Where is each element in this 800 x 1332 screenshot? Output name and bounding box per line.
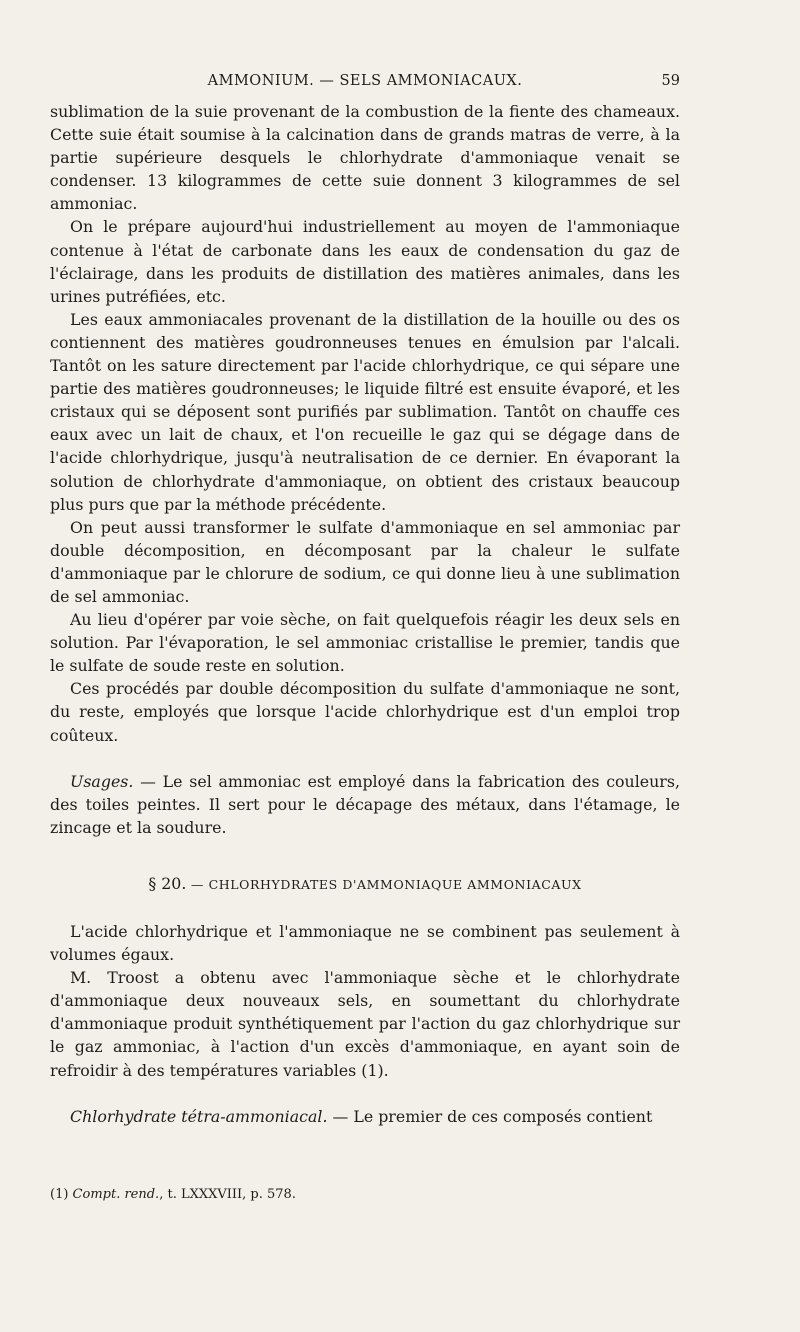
paragraph-ammonia-waters: Les eaux ammoniacales provenant de la distillation de la houille ou des os contiennent des matières goudronneuses tenues en émulsion par l'alcali. Tantôt on les sature directement par l'acide chlorhydrique, ce qui sépare une partie des matières goudronneuses; le liquide filtré est ensuite évaporé, et les cristaux qui se déposent sont purifiés par sublimation. Tantôt on chauffe ces eaux avec un lait de chaux, et l'on recueille le gaz qui se dégage dans de l'acide chlorhydrique, jusqu'à neutralisation de ce dernier. En évaporant la solution de chlorhydrate d'ammoniaque, on obtient des cristaux beaucoup plus purs que par la méthode précédente. — [50, 309, 680, 514]
footnote-marker: (1) — [50, 1187, 73, 1202]
paragraph-sublimation: sublimation de la suie provenant de la combustion de la fiente des chameaux. Cette suie était soumise à la calcination dans de grands matras de verre, à la partie supérieure desquels le chlorhydrate d'ammoniaque venait se condenser. 13 kilogrammes de cette suie donnent 3 kilogrammes de sel ammoniac. — [50, 102, 680, 214]
paragraph-volumes: L'acide chlorhydrique et l'ammoniaque ne se combinent pas seulement à volumes égaux. — [50, 922, 680, 965]
section-heading — [50, 872, 680, 896]
page-number: 59 — [661, 73, 680, 89]
paragraph-usages — [50, 770, 680, 839]
tetra-label: Chlorhydrate tétra-ammoniacal. — [70, 1106, 328, 1126]
footnote-reference: , t. LXXXVIII, p. 578. — [159, 1187, 296, 1202]
paragraph-troost: M. Troost a obtenu avec l'ammoniaque sèche et le chlorhydrate d'ammoniaque deux nouveaux sels, en soumettant du chlorhydrate d'ammoniaque produit synthétiquement par l'action du gaz chlorhydrique sur le gaz ammoniac, à l'action d'un excès d'ammoniaque, en ayant soin de refroidir à des températures variables (1). — [50, 968, 680, 1080]
page-body — [50, 100, 680, 1128]
paragraph-industrial-preparation: On le prépare aujourd'hui industriellement au moyen de l'ammoniaque contenue à l'état de carbonate dans les eaux de condensation du gaz de l'éclairage, dans les produits de distillation des matières animales, dans les urines putréfiées, etc. — [50, 217, 680, 306]
paragraph-tetra-ammoniacal — [50, 1105, 680, 1128]
tetra-text: — Le premier de ces composés contient — [327, 1106, 653, 1126]
usages-text: — Le sel ammoniac est employé dans la fabrication des couleurs, des toiles peintes. Il sert pour le décapage des métaux, dans l'étamage, le zincage et la soudure. — [50, 771, 680, 837]
running-title: AMMONIUM. — SELS AMMONIACAUX. — [207, 73, 523, 89]
usages-label: Usages. — [70, 771, 134, 791]
section-number: § 20. — [148, 873, 187, 893]
paragraph-cost-note: Ces procédés par double décomposition du sulfate d'ammoniaque ne sont, du reste, employés que lorsque l'acide chlorhydrique est d'un emploi trop coûteux. — [50, 679, 680, 745]
page-header — [50, 73, 680, 95]
paragraph-wet-method: Au lieu d'opérer par voie sèche, on fait quelquefois réagir les deux sels en solution. Par l'évaporation, le sel ammoniac cristallise le premier, tandis que le sulfate de soude reste en solution. — [50, 610, 680, 676]
paragraph-double-decomposition: On peut aussi transformer le sulfate d'ammoniaque en sel ammoniac par double décomposition, en décomposant par la chaleur le sulfate d'ammoniaque par le chlorure de sodium, ce qui donne lieu à une sublimation de sel ammoniac. — [50, 517, 680, 606]
section-title: — CHLORHYDRATES D'AMMONIAQUE AMMONIACAUX — [186, 876, 582, 892]
footnote — [50, 1186, 680, 1204]
footnote-source: Compt. rend. — [72, 1187, 160, 1202]
